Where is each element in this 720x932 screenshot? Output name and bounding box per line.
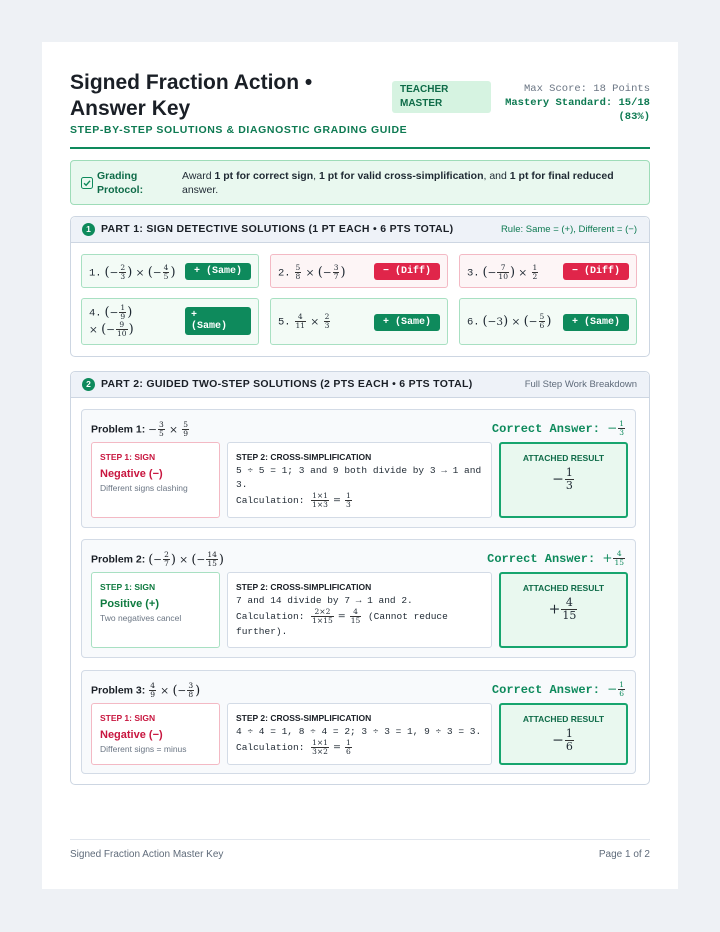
- grading-protocol-box: [70, 160, 650, 205]
- sign-item-4: 4. (− $\frac{1}{9}$ ) × (− $\frac{9}{10}$ ) + (Same): [81, 298, 259, 345]
- problem-1-result: ATTACHED RESULT − $\frac{1}{3}$: [499, 442, 628, 518]
- problem-2-step1: STEP 1: SIGN Positive (+) Two negatives cancel: [91, 572, 220, 648]
- page-title: Signed Fraction Action • Answer Key: [70, 71, 313, 120]
- badge-line-1: TEACHER: [400, 84, 449, 95]
- problem-1-step2: STEP 2: CROSS-SIMPLIFICATION 5 ÷ 5 = 1; 3 and 9 both divide by 3 → 1 and 3. Calculation: $\frac{1\times 1}{1\times 3}$ = $\frac{1}{3}$: [227, 442, 492, 518]
- problem-1-sign-note: Different signs clashing: [100, 483, 188, 493]
- header-divider: [70, 147, 650, 149]
- problem-1-sign: Negative (−): [100, 468, 163, 480]
- problem-3-card: [81, 670, 636, 774]
- problem-1-step1: STEP 1: SIGN Negative (−) Different signs clashing: [91, 442, 220, 518]
- mastery-percent: (83%): [618, 111, 650, 123]
- problem-3-answer: Correct Answer: − $\frac{1}{6}$: [491, 680, 624, 698]
- problem-3-sign: Negative (−): [100, 729, 163, 741]
- part2-header: [71, 372, 649, 398]
- answer-key-page: [42, 42, 678, 889]
- score-info: [505, 82, 650, 124]
- problem-2-title: Problem 2: (− $\frac{2}{7}$ ) × (− $\frac{14}{15}$ ): [91, 550, 224, 568]
- part2-note: Full Step Work Breakdown: [524, 379, 637, 390]
- badge-line-2: MASTER: [400, 98, 443, 109]
- footer-title: Signed Fraction Action Master Key: [70, 849, 224, 860]
- sign-badge-5: + (Same): [374, 314, 440, 331]
- mastery-standard: Mastery Standard: 15/18: [505, 97, 650, 109]
- problem-2-result: ATTACHED RESULT + $\frac{4}{15}$: [499, 572, 628, 648]
- problem-3-title: Problem 3: $\frac{4}{9}$ × (− $\frac{3}{8}$ ): [91, 681, 201, 699]
- protocol-label: Grading Protocol:: [97, 170, 144, 196]
- problem-2-sign-note: Two negatives cancel: [100, 613, 182, 623]
- max-score: Max Score: 18 Points: [523, 83, 650, 95]
- problem-1-card: [81, 409, 636, 528]
- sign-item-5: 5. $\frac{4}{11}$ × $\frac{2}{3}$ + (Same): [270, 298, 448, 345]
- sign-item-6: 6. (−3) × (− $\frac{5}{6}$ ) + (Same): [459, 298, 637, 345]
- problem-2-card: [81, 539, 636, 658]
- problem-2-step2: STEP 2: CROSS-SIMPLIFICATION 7 and 14 divide by 7 → 1 and 2. Calculation: $\frac{2\times 2}{1\times 15}$ = $\frac{4}{15}$ (Cannot reduce further).: [227, 572, 492, 648]
- footer-divider: [70, 839, 650, 840]
- problem-3-step2: STEP 2: CROSS-SIMPLIFICATION 4 ÷ 4 = 1, 8 ÷ 4 = 2; 3 ÷ 3 = 1, 9 ÷ 3 = 3. Calculation: $\frac{1\times 1}{3\times 2}$ = $\frac{1}{6}$: [227, 703, 492, 765]
- problem-3-step1: STEP 1: SIGN Negative (−) Different signs = minus: [91, 703, 220, 765]
- sign-badge-4: + (Same): [185, 307, 251, 335]
- part1-rule: Rule: Same = (+), Different = (−): [500, 224, 637, 235]
- part1-title: PART 1: SIGN DETECTIVE SOLUTIONS (1 PT EACH • 6 PTS TOTAL): [101, 223, 454, 235]
- sign-item-2: 2. $\frac{5}{8}$ × (− $\frac{3}{7}$ ) − (Diff): [270, 254, 448, 288]
- part2-title: PART 2: GUIDED TWO-STEP SOLUTIONS (2 PTS EACH • 6 PTS TOTAL): [101, 378, 473, 390]
- sign-badge-1: + (Same): [185, 263, 251, 280]
- sign-badge-3: − (Diff): [563, 263, 629, 280]
- problem-3-sign-note: Different signs = minus: [100, 744, 187, 754]
- problem-2-sign: Positive (+): [100, 598, 159, 610]
- teacher-master-badge: [392, 81, 491, 113]
- sign-item-3: 3. (− $\frac{7}{10}$ ) × $\frac{1}{2}$ − (Diff): [459, 254, 637, 288]
- sign-badge-2: − (Diff): [374, 263, 440, 280]
- part1-header: [71, 217, 649, 243]
- page-number: Page 1 of 2: [598, 849, 650, 860]
- part1-number: 1: [82, 223, 95, 236]
- part2-section: [70, 371, 650, 785]
- protocol-text: Award 1 pt for correct sign, 1 pt for valid cross-simplification, and 1 pt for final reduced answer.: [182, 170, 614, 196]
- check-icon: [81, 177, 93, 189]
- sign-badge-6: + (Same): [563, 314, 629, 331]
- page-subtitle: STEP-BY-STEP SOLUTIONS & DIAGNOSTIC GRADING GUIDE: [70, 124, 408, 136]
- part2-number: 2: [82, 378, 95, 391]
- problem-1-answer: Correct Answer: − $\frac{1}{3}$: [491, 419, 624, 437]
- problem-2-answer: Correct Answer: + $\frac{4}{15}$: [487, 549, 624, 567]
- problem-3-result: ATTACHED RESULT − $\frac{1}{6}$: [499, 703, 628, 765]
- part1-section: [70, 216, 650, 357]
- problem-1-title: Problem 1: − $\frac{3}{5}$ × $\frac{5}{9}$: [91, 420, 189, 438]
- sign-item-1: 1. (− $\frac{2}{3}$ ) × (− $\frac{4}{5}$ ) + (Same): [81, 254, 259, 288]
